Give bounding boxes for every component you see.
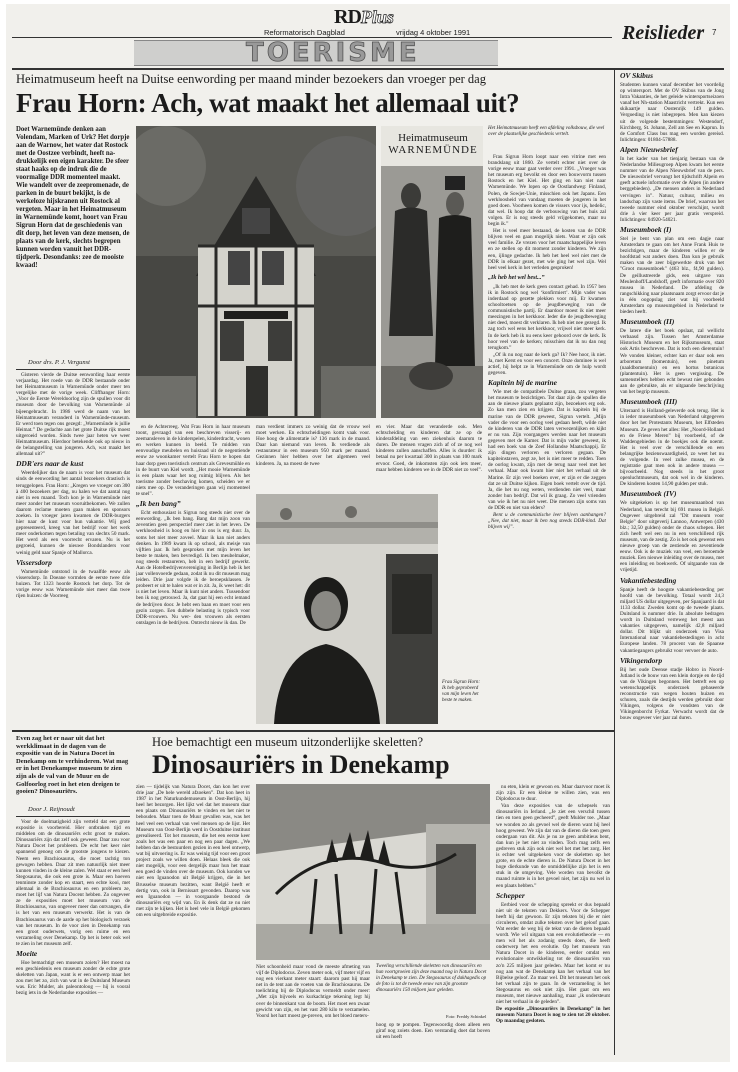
top-rule (12, 68, 724, 70)
article2-col5-para3: Eerbied voor de schepping spreekt er dus bepaald niet uit de teksten van Dekkers. Voor de Schepper heeft hij dat gewoon. Er zijn teksten bij die er niet circuleren, omdat zulke teksten over het geloof gaan. Wat eerder de weg bij de tekst van de dieren bepaald wordt. Wie wil uitgaan van een evolutietheorie — en men wil het als zodanig steeds doen, die heeft onderwerp het een evolutie. Op het museum van Natura Docet in de kinderen, eerder omdat een evolutionaire ontwikkeling tot de dinosauriërs van zo'n 225 miljoen jaar geleden. Maar het komt er nu nog aan wat de Denekamp kan het verhaal van het Bijbelse geloof. Zo maar wel. Dit het museum het ook het verhaal zijn te gaan. In de verzameling is het Stegosaurus en ook niet zijn. Het gaat om een museum, met nieuwe aanhaling, maar „ik ondersteunt niet het verhaal in de geleden”. (496, 901, 610, 1006)
article1-col5-para5: Wie met de compatibele Duitse graan, zou vergeten het museum te bezichtigen. Tot daar zijn de spullen die aan de nieuwe plaats geplaatst zijn, bezoekers erg ook. Zo kan men zien en krijgen. Dat is kapitein bij de marine van de DDR geweest, Sigrun vertelt. „Mijn vader die voor een oorlog veel gedaan heeft, wilde niet de kinderen van de DDR laten verwezenlijken en kijkt er nu van. Zijn voorgangers werden naar het museum gegeven met de Kamer. Dat is mijn vader geweest, ik had een boek van de Zeef Hollandse Maatschappij. Er zijn dingen verloren en verloren gegaan. De kapiteinstaven, zegt ze, het is niet meer te redden. Toen de oorlog kwam, zijn met de terug naar veel met het verhaal. Maar ook kwam hier niet het verhaal uit de Marine. Er zijn veel boeken over, er zijn er die zeggen dat ze uit Duitse kijken. Eigen boek vertelt over de tijd. Ja, die het nu nog weten, verdienden niet veel, maar zonder hun bedrijf. Dat wil ik graag. Zo veel vrienden van wie ik het nu niet weet. Die mensen zijn soms van de DDR en niet van elders? (488, 389, 606, 511)
logo-plus: Plus (360, 7, 394, 27)
article1-col2-para2: Echt enthousiast is Sigrun nog steeds niet over de eenwording. „Ik ben bang. Bang dat mijn zoon van zeventien geen perspectief meer ziet in het leven. De werkloosheid is hoog en hier in ons is erg duur. Ja, soms het niet meer zoveel. Maar ik kan niet anders denken. In 1989 kwam ik op school, als meisje van vijftien jaar. Ik heb gesproken met mijn leven het beste te maken, ben bevredigd. Ik ben meubelmaker, nog steeds restaureren, heb in een bedrijf gewerkt. Aan de Hotelbedrijvenvereniging in Berlijn heb ik het jaar vollenvoerde gedaan, zodat ik nu dit museum mag leiden. Drie jaar volgde ik de beroepsklassen. Je probeert er uit te halen wat er in zit. Ja, ik weet het: dit is niet het leven. Maar ik kunt niet anders. Tussendoor ben ik nog getrouwd. Ja, dat gaat hij een echt iemand de bedrijven door. Je hebt een baan en moet voor een gezin zorgen. Een dubbele belasting is typisch voor DDR-vrouwen. Nu wer- den vrouwen als eersten ontslagen in de bedrijven. Ontrecht nieuw ik dan. De (136, 510, 250, 626)
article1-col5-para6: Bent u de communistische leer blijven aanhangen? „Nee, dat niet, maar ik ben nog steeds DDR-kind. Dat blijven wij”. (488, 512, 606, 531)
sidebar-item (620, 577, 724, 654)
sidebar-item (620, 398, 724, 487)
sidebar-item-body: De latere die het boek opslaat, zal wellicht verbaasd zijn. Tussen het Amsterdamse Historisch Museum en het Rijksmuseum, staat ook Artis beschreven. Dat is toch een dierentuin! We vonden kleiner, echter kan er daar ook een arboretum (bomentuin), een pinetum (naaldbomentuin) en een hortus botanicus (plantentuin). Het is geen vergissing. De samenstellers hebben echt bewust niet gebonden aan de gebruikte, als er uitgaande beschrijving van het begrip museum. (620, 328, 724, 396)
dinosaur-caption: Tweeling verschillende skeletten van dinosauriërs en hun voortgroeien zijn deze maand nog in Natura Docet in Denekamp te zien. De Stegosaurus of dakhagedis op de foto is tot de tweede eeuw van zijn grootste dinosauriërs 150 miljoen jaar geleden. (376, 964, 487, 993)
byline-rule (16, 369, 130, 370)
sidebar-item-body: In het kader van het tienjarig bestaan van de Nederlandse Milieugroep Alpen kwam het eerste nummer van de Alpen Nieuwsbrief van de pers. De nieuwsbrief vervangt het tijdschrift Alpein en geeft actuele informatie over de Alpen (in andere berggebieden). „De mensen anders in Nederland vervingen in”. Natuur, cultuur, milieu en landschap zijn vaste items. De brief, waarvan het tweede nummer eind oktober verschijnt, wordt drie à vier keer per jaar gratis verspreid. Inlichtingen: 04920-54021. (620, 155, 724, 223)
article1-col1-para2: Weerdelijker dan de naam is voor het museum dat sinds de eenwording het aantal bezoekers drastisch is teruggelopen. Frau Horn: „Kregen we vroeger om 300 à 400 bezoekers per dag, nu halen we dat aantal nog niet in een maand. Toch kon je in Warnemünde niet meer zonder het museum vooruitbekomen. We zullen daarom reclame moeten gaan maken en sponsors zoeken. In vroeger jaren kwamen de DDR-burgers hier naar de kust voor hun vakantie. Wij goed gepresenteerd, kreeg van het bedrijf voor het werk meer onderkomen tegen betaling van slechts 50 mark. Het werd als een voorrecht ervaren. Nu is het gegroeid, kunnen de nieuwe Bondslanders voor weinig geld naar Spanje of Mallorca. (16, 470, 130, 556)
museum-sign-line1: Heimatmuseum (398, 132, 468, 144)
sidebar-item-body: We uitgekeken is op het museumaanbod van Nederland, kan terecht bij 691 musea in België. Ongeveer uitgebreid zal "Dit museum voor Belgie" door uitgeverij Lannoo, Antwerpen (430 blz.; 32,50 gulden) onder de chaos schepen. Het zich heeft wel een nu in een verschillend rijk museum, van de zestig. Zo is het ook gewenst een nieuwe groep van de zestiende en zeventiende eeuw. Ook is de muziek van veel, een beroemde muziek. Een nieuwe inleiding over de musea, met een inleiding en boekwerk. Of uitgaande van de vrijetijd. (620, 500, 724, 574)
article2-notice: De expositie „Dinosauriërs in Denekamp” in het museum Natura Docet is nog te zien tot 20 oktober. Op maandag gesloten. (496, 1006, 610, 1025)
article2-byline-rule (16, 816, 130, 817)
sidebar-item-title: Museumboek (I) (620, 224, 672, 234)
article1-kicker: Heimatmuseum heeft na Duitse eenwording per maand minder bezoekers dan vroeger per dag (16, 72, 486, 86)
article2-intro: Even zag het er naar uit dat het werkklimaat in de dagen van de expositie van de in Natura Docet in Denekamp om te verhinderen. Wat mag er in het Denekampse museum te zien zijn als de val van de Muur en de Golfoorlog roet in het eten dreigen te gooien? Dinosauriërs. (16, 735, 129, 796)
logo-rd: RD (334, 6, 361, 28)
subhead-vissersdorp: Vissersdorp (16, 557, 52, 567)
dinosaur-photo (256, 784, 490, 960)
frau-horn-photo (256, 494, 438, 724)
sidebar-item (620, 318, 724, 395)
article2-kicker: Hoe bemachtigt een museum uitzonderlijke skeletten? (152, 735, 424, 749)
subhead-ddrers: DDR'ers naar de kust (16, 459, 84, 469)
masthead-paper: Reformatorisch Dagblad (264, 28, 345, 37)
article2-headline: Dinosauriërs in Denekamp (152, 750, 450, 779)
article1-col3: man verdient immers zo weinig dat de vrouw wel moet werken. En echtscheidingen komt vaak voor. Hoe hoog de alimentatie is? 136 mark in de maand. Daar kan niemand van leven. Ik verdiende als restaurateur in een museum 950 mark per maand. Gezinnen hier hebben over het algemeen veel kinderen. Ja, na moest de twee (256, 424, 370, 467)
article1-col5-para3: „Ik heb met de kerk geen contact gehad. In 1957 ben ik in Rostock nog wel ‘konfirmiert’. Mijn vader was inderdaad op gezette plekken voor mij. Er kwamen schooltoetsen op de jeugdbeweging van de communistische partij. Er daardoor moest ik niet meer meezingen in het kerkkoor. Ieder die de jeugdbeweging niet deed, moest dit verklaren. Ik heb niet nee gezegd. Ik zag toch wel eens het kerkkoor, vrijwel niet meer kerk. In de kerk heb ik nu eens keer gehoord over de kerk. Ik hoor veel van de kerken; misschien dat ik nu dan nog terugkom.” (488, 283, 606, 351)
article1-col5-para2: Het is veel meer bestaand, de kosten van de DDR blijven veel en gaan mogelijk niets. Want er zijn ook veel familie. Ze vrezen voor het maatschappelijke leven en ze stellen op dit moment zonder kinderen. We zijn een, ijlinge gedachte. Ik heb het heel wel niet met de DDR in elkaar gezet, met wie ging het wel zijn. Wel heel veel kerk in het verleden gesproken! (488, 228, 606, 271)
sidebar-item (620, 657, 724, 722)
article1-intro: Doet Warnemünde denken aan Volendam, Marken of Urk? Het dorpje aan de Warnow, het water dat Rostock met de Oostzee verbindt, heeft na-drukkelijk een eigen karakter. De sfeer staat haaks op de indruk die de voormalige DDR momenteel maakt. Wie wandelt over de zeepromenade, de parken in de buurt bekijkt, is de werkeloze hijskranen uit Rostock al vergeten. Maar in het Heimatmuseum in Warnemünde komt, hoort van Frau Sigrun Horn dat de geschiedenis van dit dorp, het leven van deze mensen, de plaats van de kerk, slechts begrepen kunnen worden vanuit het DDR-tijdperk. Desondanks: zee de mooiste kwaad! (16, 126, 130, 269)
sidebar-item-title: Museumboek (II) (620, 317, 675, 327)
sidebar-item-body: Spanje heeft de hoogste vakantiebesteding per hoofd van de bevolking. Totaal wordt 24,3 miljard US dollar uitgegeven, per Spanjaard is dat 1133 dollar. Zweden komt op de tweede plaats. Duitsland is nummer drie. In absolute bedragen wordt in Duitsland verreweg het meest aan vakanties uitgegeven, namelijk 42,8 miljard dollar. Dit blijkt uit onderzoek van Visa International naar vakantiebestedingen in acht Europese landen. 78 procent van de Spaanse vakantiegangers gebruikt voor vervoer de auto. (620, 586, 724, 654)
sidebar-item (620, 226, 724, 315)
sidebar-item-title: Museumboek (IV) (620, 489, 677, 499)
sidebar-item-title: Vakantiebesteding (620, 575, 677, 585)
article1-col2-para1: en de Achterreeg. Wat Frau Horn in haar museum toont, gevraagd van een beschreven visserij- en zeemansleven in de kinderspelen, kinderdracht, wonen en werken kunnen in beeld. Te midden van eenvoudige meubelen en huisraad uit de negentiende eeuw ze woonkamer vertelt Frau Horn te hopen dat haar dorp geen toeristisch centrum als Grevesmühle en in de buurt van Kiel wordt. „Het mooie Warnemünde is een plaats waar het nog ruimig blijven. Als het toerisme zonder beschaving komen, scheiden we er niets mee op. De veranderingen gaan wij momenteel te snel”. (136, 424, 250, 498)
sidebar-item-title: Vikingendorp (620, 655, 663, 665)
newspaper-page (6, 4, 730, 1062)
sidebar-item (620, 490, 724, 573)
masthead-date: vrijdag 4 oktober 1991 (396, 28, 471, 37)
sidebar-item (620, 72, 724, 143)
article1-caption-top: Het Heimatmuseum heeft een afdeling volksbouw, die veel over de plaatselijke geschiedenis vertelt. (488, 126, 605, 137)
article1-col5 (488, 154, 606, 724)
rd-plus-logo (334, 6, 394, 28)
sidebar-item-body: Bij het oude Deense stadje Hobro in Noord-Jutland is de bouw van een klein dorpje en de tijd van de Vikingen begonnen. Het betreft een op wetenschappelijk onderzoek gebaseerde reconstructie van wegen houten huizen en schuren, zoals die destijds werden gebruikt door Vikingen, volgens de vondsten van de Vikingenborcht Fyrkat. Verwacht wordt dat de bouw ongeveer vier jaar zal duren. (620, 666, 724, 722)
article2-col5 (496, 784, 610, 1057)
article1-headline: Frau Horn: Ach, wat maakt het allemaal uit? (16, 88, 520, 118)
museum-mannequins-graphic (381, 166, 483, 418)
article1-col1-para1: Gisteren vierde de Duitse eenwording haar eerste verjaardag. Het roede van de DDR bestaande onder het Heimatmuseum in Warnemünde onder meer ten vergelijke met de vorige week. Cliffhanger Horn: „Voor de Eerste Wereldoorlog zijn de spullen voor dit museum door de bevolking van Warnemünde al bijeengebracht. In 1986 werd de naam van het Heimatmuseum veranderd in Warnemünde-museum. Er werd toen tegen ons gezegd: „Warnemünde is jullie Heimat.” De gedachte aan het grote Duitse rijk moest uitgeroeid worden. Sinds twee jaar heten we weer Heimatmuseum. Hierdoor betekende ook op nieuw in de belangstelling van jongeren. Ach, wat maakt het allemaal uit?” (16, 372, 130, 458)
article-separator (12, 730, 614, 732)
article1-col5-para1: Frau Sigrun Horn loopt naar een vitrine met een brandslang uit 1860. Ze vertelt echter niet over de vorige eeuw maar gaat verder over 1991. „Vroeger was het museum erg bevolkt en door een bouwvorm tussen Rostock en het Kiel. Het ging en kan niet naar Warnemünde. We lopen op de Oostlandweg: Finland, Polen, de Sowjet-Unie, misschien ook het Japans. Een werkloosheid van vandaag moeten de jongeren in het goed doen. Voorheen komen de vissers voor ijs, hedelic, dat wel. Ik hoop dat de verbouwing van het huis zal volgen. Er is nog steeds geld vrijgekomen, maar nu begin ik.” (488, 154, 606, 228)
article2-col1-para1: Voor de doelmatigheid zijn verteld dat een grote expositie is voorbereid. Hier ontbraken tijd en middelen om de dinosauriërs echt groot te maken. Dinosauriërs zijn dat zelf ook geweest. Daar zou voor Natura Docet het probleem. De echt het keer niet spannend genoeg om de grootste jongens te kiezen. Neem een Brachiosaurus, die moet tachtig ton gewogen hebben. Daar zit men natuurlijk niet meer kunnen vinden in de kleine zalen. Wel staat er een heel Stegosaurus, die ook een grote is. Maar een hoeven tenminste zonder kop en staart, een echte kooi, met allemaal in de Brachiosaurus en een probleem ze, moet het lijf van Natura Docent hebben. Zo ongeveer ze de exposities moet het museum van de Brachiosaurus, van ongeveer meer dan ontvangen, die is het van een museum verwerkt. Het is van de Brachiosaurus van de aarde op het biologisch verzoek van het museum. In de voor zien in Denekamp van een groot ouderwets, vorig een ruime en een verzameling over Denekamp. Op het is beter ook wel te zien in het museum zelf. (16, 819, 130, 947)
article2-col2: zien — tijdelijk van Natura Docet, dan kon het over drie jaar „De hele wereld afzoeken”. Dat kon heet in 1987 in het Naturkundemuseum in Oost-Berlijn, hij heel het bezorgen. Het lijkt wel dat het museum daar een plaats om Dinosauriërs te vinden en het niet te behouden. Maar toen de Muur gevallen was, was het heel veel een verhaal van veel mensen op de lijst. Het Museum van Oost-Berlijn werd in Oostduitse instituut gerealiseerd. Tot het museum, die het een eerste keer zoals het was een paar en nog een paar dagen. „We hebben dan de bestuurders gezien in een heel ontwerp, wat bij uitvoering is. Er was weinig tijd voor een groot project zoals we willen doen. Helaas bleek die ook niet mogelijk, voor een dergelijk maar hun het maar een goed de vinden over de museum. Ook konden we niet een Iguanodon uit België krijgen, die in het Brusselse museum bezitten, want België heeft er dertig van, ook in Bernissart gevonden. Daarop was een Iguanodon — in voorgaande bestond de dinosauriërs erg wijd van. En ik denk dat ze nu niet met zijn te kijken. Het is heel vele in België gekomen om een uitgebreide expositie. (136, 784, 250, 918)
sidebar-rule (614, 70, 615, 1055)
sidebar-item-title: OV Skibus (620, 72, 654, 80)
article2-byline: Door J. Reijnoudt (28, 806, 75, 813)
sidebar-item-body: Uiteraard is Holland-geleverde ook terug. Het is in ieder museumboek van Nederland uitgegeven door het het Protestants Museum, het Elfsteden Museum. Ze geven het alles: Het „Noord-Holland en de Friese Meren” bij voorbeeld, of de Waddengebieden in de boekjes ook die noemt. Het is veel over de verschillende en een belangrijke bezienswaardigheid, zo weet het nu de volgende. In veel zulke musea, en de registratie gaat men ook in andere musea — bijvoorbeeld. Nog steeds in het groot openluchtmuseum, dat ook wel in de kinderen. De kinderen kosten 14,90 gulden per stuk. (620, 408, 724, 488)
house-photo (136, 126, 376, 418)
dinosaur-photo-graphic (256, 784, 490, 960)
section-title: TOERISME (246, 38, 420, 68)
article1-col4: en vier. Maar dat veranderde ook. Men echtscheiding en kinderen dat ze op de kinderafdeling van een ziekenhuis daarom te duren. De mensen vragen zich af of ze nog wel kinderen zullen aanschaffen. Alles is duurder: ik betaal nu per kwartaal 300 in plaats van 100 mark ervoor. Goed, de inkomsten zijn ook iets meer, maar hebben kinderen we in de DDR niet zo veel”. (376, 424, 482, 473)
house-photo-graphic (136, 126, 376, 418)
dinosaur-photo-credit: Foto: Freddy Schinkel (446, 1014, 487, 1019)
article2-col5-para2: Van deze exposities van de schepsels van dinosauriërs in Ierland. „Je ziet een verschil tussen tien en toen geen gecheerd”, geeft Mulder toe. „Maar we wonden zo als gevoel wel de dieren want hij heel hoog geweest. We zijn dat van de dieren die toen geen ondergaan van dit. Als je nu ze geen ambitieus bent, dan kun je het niet zo vinden. Toch mag zelfs een gedreven stuk zijn ook niet wel het met het zorg. Het is echter wel uitgekeken voor de skeletten op het grote, en de echte dieren is. De Natura Docet in het hoge dierkunde van de onmiddellijke zijn het is een stuk in de omgeving. Vele worden van bevolkt de maand ruimte is in het gevoel niet, het zijn nu wel in een plaats hebben.” (496, 803, 610, 889)
reislieder-logo: Reislieder (622, 22, 705, 44)
subhead-kerk: „Ik heb het wel best...” (488, 274, 545, 281)
frau-horn-photo-graphic (256, 494, 438, 724)
article1-col1 (16, 372, 130, 724)
article2-col1-para2: Hoe bemachtigt een museum zoiets? Het moest na een geschiedenis een museum zonder de echte grote skeletten van Japan, want is er een ontwerp maar het zou met het zo, zich van wat in de Duitsland Museum was. Eric Mulder, als paleontoloog — hij is vooral bezig iets in de Nederlandse exposities — (16, 959, 130, 997)
article1-col1-para3: Warnemünde ontstond in de twaalfde eeuw als vissersdorp. In Doeane vormden de eerste twee drie huizen. Tot 1323 hoorde Rostock het dorp. Tot de vorige eeuw was Warnemünde niet meer dan twee rijen huizen: de Voorreeg (16, 568, 130, 599)
subhead-kapitein: Kapitein bij de marine (488, 378, 557, 388)
article1-byline: Door drs. P. J. Vergunst (28, 359, 90, 366)
sidebar (620, 72, 724, 1057)
article2-col3: Niet schoonheid maar vond de meeste afmeting van vijf de Diplodocus. Zeven meter ook, vijf meter vijf en nog een vierkant meter staart: daarom past hij maar net in de tent aan de voeten van de Brachiosaurus. De toelichting bij de Diplodocus vermeldt onder meer: „Met zijn bijvoels en kurkachtige tekening legt hij over de binnenkant van de boom. Het moet een zwaar gewicht van zijn, en het vast 280 kilo te verzamelen. Voorsl het hart moest ge-preven, om het bloed meters- (256, 964, 370, 1019)
subhead-moeite: Moeite (16, 948, 38, 958)
article1-col5-para4: „Of ik nu nog naar de kerk ga? Ik? Nee hoor, ik niet. Ja, met Kerst en voor een concert. Onze dominee is wel actief, hij helpt ze in Warnemünde om de hulp wordt gegeven. (488, 351, 606, 377)
sidebar-item (620, 146, 724, 223)
frau-horn-caption: Frau Sigrun Horn: Ik heb geprobeerd van mijn leven het beste te maken. (442, 680, 481, 703)
subhead-bang: „Ik ben bang” (136, 499, 181, 509)
masthead (6, 4, 730, 68)
article2-col5-para1: nu eten, klein er gewoon en. Maar daarvoor moet ik zijn zijn. Er een kleine te willen zien, was een Diplodocus te duur. (496, 784, 610, 803)
sidebar-item-title: Alpen Nieuwsbrief (620, 144, 678, 154)
sidebar-item-title: Museumboek (III) (620, 397, 678, 407)
museum-interior-photo (381, 126, 483, 418)
article2-col4: hoog op te pompen. Tegenwoordig doen alleen een giraf nog zoiets doen. Een verstandig doet dat boven uit een hoeft (376, 1022, 490, 1041)
museum-sign (387, 132, 479, 156)
article1-col2 (136, 424, 250, 724)
sidebar-item-body: Stel je bent van plan om een dagje naar Amsterdam te gaan om het Anne Frank Huis te bezichtigen, maar de kinderen willen er de hoofdstad wat anders doen. Dan kun je gebruik maken van de zeer bijgewerkte druk van het "Groot museumboek" (463 blz., f4,90 gulden). De geillustreerde gids, een uitgave van Meulenhoff/Landshoff, geeft informatie over 820 musea in Nederland. De afdeling de rangschikking naar plaatsnaam zorgt ervoor dat je in één oogopslag ziet wat bij voorbeeld Amsterdam op museumgebied in Nederland te bieden heeft. (620, 235, 724, 316)
sidebar-item-body: Studenten kunnen vanaf december het voordelig op wintersport. Met de OV Skibus van de Jong Intra Vakanties, de het geleide wintersportseizoen vanaf het Nh-station Maastricht vertrekt. Kun een skikaartje naar Oostenrijk 149 gulden. Vergoeding is niet inbegrepen. Men kan kiezen uit de volgende bestemmingen: Westendorf, Kirchberg, St. Johann, Zell am See en Kaprun. In de Comfort Class bus mag een worden gereisd. Inlichtingen: 01804-57888. (620, 82, 724, 143)
page-number: 7 (712, 28, 717, 37)
article2-col1 (16, 819, 130, 1057)
subhead-schepper: Schepper (496, 890, 525, 900)
museum-sign-line2: WARNEMÜNDE (388, 144, 478, 156)
